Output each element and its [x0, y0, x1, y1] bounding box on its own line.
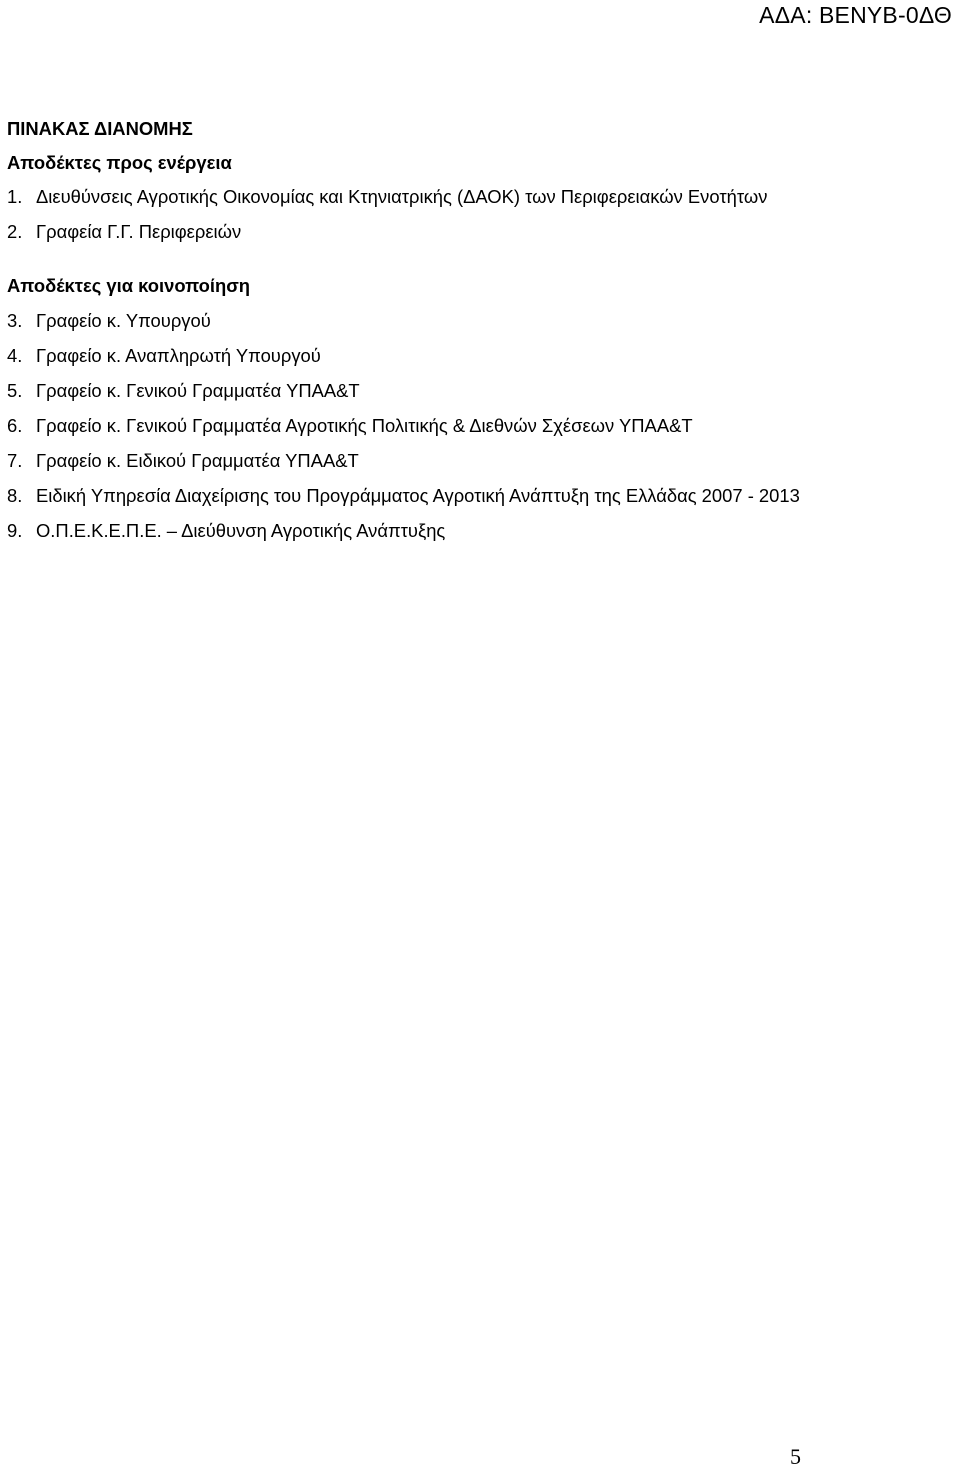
item-text: Ειδική Υπηρεσία Διαχείρισης του Προγράμματος Αγροτική Ανάπτυξη της Ελλάδας 2007 - 2013: [36, 485, 800, 506]
list-item: [7, 344, 807, 368]
distribution-table: [7, 117, 807, 554]
item-number: 1.: [7, 186, 23, 207]
item-text: Γραφεία Γ.Γ. Περιφερειών: [36, 221, 242, 242]
item-number: 4.: [7, 345, 23, 366]
notify-recipients-list: [7, 309, 807, 543]
list-item: [7, 379, 807, 403]
item-text: Γραφείο κ. Ειδικού Γραμματέα ΥΠΑΑ&Τ: [36, 450, 359, 471]
item-number: 9.: [7, 520, 23, 541]
list-item: [7, 309, 807, 333]
list-item: [7, 185, 807, 209]
item-text: Γραφείο κ. Γενικού Γραμματέα Αγροτικής Πολιτικής & Διεθνών Σχέσεων ΥΠΑΑ&Τ: [36, 415, 693, 436]
item-number: 5.: [7, 380, 23, 401]
item-text: Γραφείο κ. Υπουργού: [36, 310, 211, 331]
item-text: Διευθύνσεις Αγροτικής Οικονομίας και Κτηνιατρικής (ΔΑΟΚ) των Περιφερειακών Ενοτήτων: [36, 186, 768, 207]
item-number: 6.: [7, 415, 23, 436]
list-item: [7, 484, 807, 508]
item-text: Γραφείο κ. Αναπληρωτή Υπουργού: [36, 345, 321, 366]
ada-code: ΑΔΑ: ΒΕΝΥΒ-0ΔΘ: [759, 2, 952, 28]
item-number: 8.: [7, 485, 23, 506]
item-text: Ο.Π.Ε.Κ.Ε.Π.Ε. – Διεύθυνση Αγροτικής Ανάπτυξης: [36, 520, 446, 541]
item-number: 7.: [7, 450, 23, 471]
item-text: Γραφείο κ. Γενικού Γραμματέα ΥΠΑΑ&Τ: [36, 380, 360, 401]
list-item: [7, 220, 807, 244]
list-item: [7, 414, 807, 438]
action-recipients-list: [7, 185, 807, 244]
document-title: ΠΙΝΑΚΑΣ ΔΙΑΝΟΜΗΣ: [7, 118, 193, 139]
notify-recipients-heading: Αποδέκτες για κοινοποίηση: [7, 275, 251, 296]
action-recipients-heading: Αποδέκτες προς ενέργεια: [7, 152, 232, 173]
list-item: [7, 519, 807, 543]
page-number: 5: [790, 1444, 801, 1469]
list-item: [7, 449, 807, 473]
item-number: 3.: [7, 310, 23, 331]
item-number: 2.: [7, 221, 23, 242]
